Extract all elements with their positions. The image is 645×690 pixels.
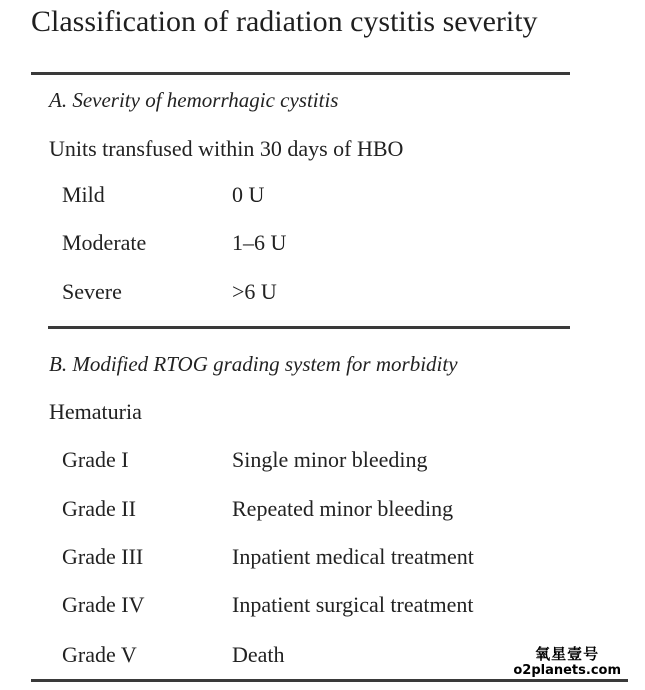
severity-row-value: 1–6 U — [232, 230, 287, 255]
top-divider — [31, 72, 570, 75]
severity-row-name: Moderate — [62, 230, 147, 255]
watermark — [513, 645, 621, 678]
section-b-heading: B. Modified RTOG grading system for morbidity — [49, 352, 458, 376]
grade-row-name: Grade IV — [62, 592, 145, 617]
page-title: Classification of radiation cystitis severity — [31, 5, 538, 38]
grade-row-value: Death — [232, 642, 285, 667]
severity-row-value: 0 U — [232, 182, 265, 207]
severity-row-name: Severe — [62, 279, 122, 304]
section-b-label: Hematuria — [49, 399, 142, 424]
grade-row-name: Grade I — [62, 447, 129, 472]
middle-divider — [48, 326, 570, 329]
grade-row-value: Repeated minor bleeding — [232, 496, 454, 521]
severity-row-name: Mild — [62, 182, 105, 207]
grade-row-value: Inpatient medical treatment — [232, 544, 474, 569]
section-a-label: Units transfused within 30 days of HBO — [49, 136, 404, 161]
grade-row-name: Grade III — [62, 544, 144, 569]
severity-row-value: >6 U — [232, 279, 277, 304]
grade-row-name: Grade II — [62, 496, 136, 521]
grade-row-name: Grade V — [62, 642, 137, 667]
watermark-line-2: o2planets.com — [513, 663, 621, 678]
grade-row-value: Inpatient surgical treatment — [232, 592, 474, 617]
grade-row-value: Single minor bleeding — [232, 447, 428, 472]
section-a-heading: A. Severity of hemorrhagic cystitis — [49, 88, 339, 112]
watermark-line-1: 氧星壹号 — [535, 645, 600, 663]
bottom-divider — [31, 679, 628, 682]
